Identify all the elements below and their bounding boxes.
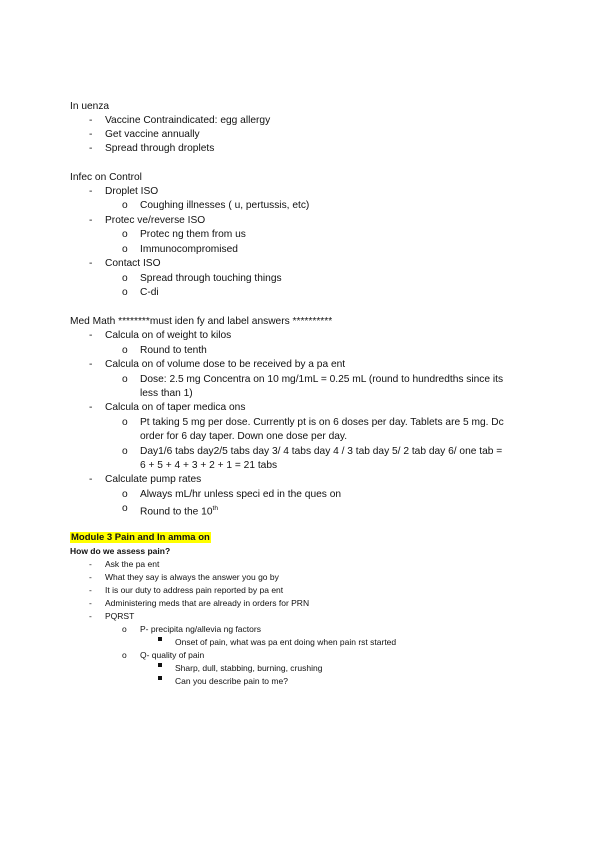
sub-list-item: Coughing illnesses ( u, pertussis, etc) (140, 200, 310, 211)
dash-bullet: - (89, 143, 93, 154)
sub-list-item-continued: less than 1) (140, 388, 193, 399)
sub-list-item: P- precipita ng/allevia ng factors (140, 624, 261, 634)
circle-bullet: o (122, 273, 128, 284)
sub-list-item: Always mL/hr unless speci ed in the ques on (140, 489, 342, 500)
sub-list-item: Protec ng them from us (140, 229, 246, 240)
circle-bullet: o (122, 417, 128, 428)
circle-bullet: o (122, 650, 127, 660)
dash-bullet: - (89, 215, 93, 226)
circle-bullet: o (122, 374, 128, 385)
circle-bullet: o (122, 503, 128, 514)
sub-list-item: Spread through touching things (140, 273, 282, 284)
list-item: Ask the pa ent (105, 559, 160, 569)
dash-bullet: - (89, 359, 93, 370)
square-bullet (158, 658, 162, 671)
dash-bullet: - (89, 572, 92, 582)
dash-bullet: - (89, 611, 92, 621)
dash-bullet: - (89, 598, 92, 608)
dash-bullet: - (89, 474, 93, 485)
circle-bullet: o (122, 244, 128, 255)
sub-list-item: Pt taking 5 mg per dose. Currently pt is on 6 doses per day. Tablets are 5 mg. Dc (140, 417, 504, 428)
circle-bullet: o (122, 287, 128, 298)
list-item: Get vaccine annually (105, 129, 200, 140)
dash-bullet: - (89, 559, 92, 569)
infection-control-heading: Infec on Control (70, 172, 142, 183)
list-item: Calcula on of taper medica ons (105, 402, 246, 413)
list-item: Calcula on of weight to kilos (105, 330, 232, 341)
sub-list-item: Day1/6 tabs day2/5 tabs day 3/ 4 tabs day 4 / 3 tab day 5/ 2 tab day 6/ one tab = (140, 446, 503, 457)
circle-bullet: o (122, 446, 128, 457)
sub-list-item: Immunocompromised (140, 244, 238, 255)
sub-list-item: Q- quality of pain (140, 650, 205, 660)
med-math-heading: Med Math ********must iden fy and label answers ********** (70, 316, 333, 327)
list-item: It is our duty to address pain reported by pa ent (105, 585, 284, 595)
module-3-highlight: Module 3 Pain and In amma on (71, 532, 210, 543)
dash-bullet: - (89, 115, 93, 126)
dash-bullet: - (89, 258, 93, 269)
sub-list-item: C-di (140, 287, 159, 298)
dash-bullet: - (89, 402, 93, 413)
list-item: Administering meds that are already in orders for PRN (105, 598, 310, 608)
list-item: What they say is always the answer you go by (105, 572, 279, 582)
list-item: Calcula on of volume dose to be received by a pa ent (105, 359, 346, 370)
superscript: th (212, 505, 218, 512)
circle-bullet: o (122, 229, 128, 240)
list-item: Contact ISO (105, 258, 161, 269)
sub-list-item (140, 502, 218, 518)
sub-sub-list-item: Sharp, dull, stabbing, burning, crushing (175, 663, 323, 673)
list-item: Calculate pump rates (105, 474, 202, 485)
list-item: Vaccine Contraindicated: egg allergy (105, 115, 271, 126)
sub-list-item: Round to tenth (140, 345, 207, 356)
list-item: Droplet ISO (105, 186, 159, 197)
sub-list-item: Dose: 2.5 mg Concentra on 10 mg/1mL = 0.25 mL (round to hundredths since its (140, 374, 504, 385)
round-text: Round to the 10 (140, 506, 213, 518)
circle-bullet: o (122, 345, 128, 356)
square-bullet (158, 632, 162, 645)
dash-bullet: - (89, 585, 92, 595)
circle-bullet: o (122, 624, 127, 634)
sub-sub-list-item: Onset of pain, what was pa ent doing when pain rst started (175, 637, 397, 647)
dash-bullet: - (89, 129, 93, 140)
list-item: PQRST (105, 611, 135, 621)
sub-list-item-continued: order for 6 day taper. Down one dose per day. (140, 431, 348, 442)
sub-sub-list-item: Can you describe pain to me? (175, 676, 288, 686)
square-bullet (158, 671, 162, 684)
circle-bullet: o (122, 489, 128, 500)
sub-list-item-continued: 6 + 5 + 4 + 3 + 2 + 1 = 21 tabs (140, 460, 278, 471)
dash-bullet: - (89, 330, 93, 341)
dash-bullet: - (89, 186, 93, 197)
list-item: Spread through droplets (105, 143, 215, 154)
assess-pain-question: How do we assess pain? (70, 546, 171, 556)
circle-bullet: o (122, 200, 128, 211)
list-item: Protec ve/reverse ISO (105, 215, 206, 226)
module-3-heading (70, 531, 211, 544)
influenza-heading: In uenza (70, 101, 110, 112)
